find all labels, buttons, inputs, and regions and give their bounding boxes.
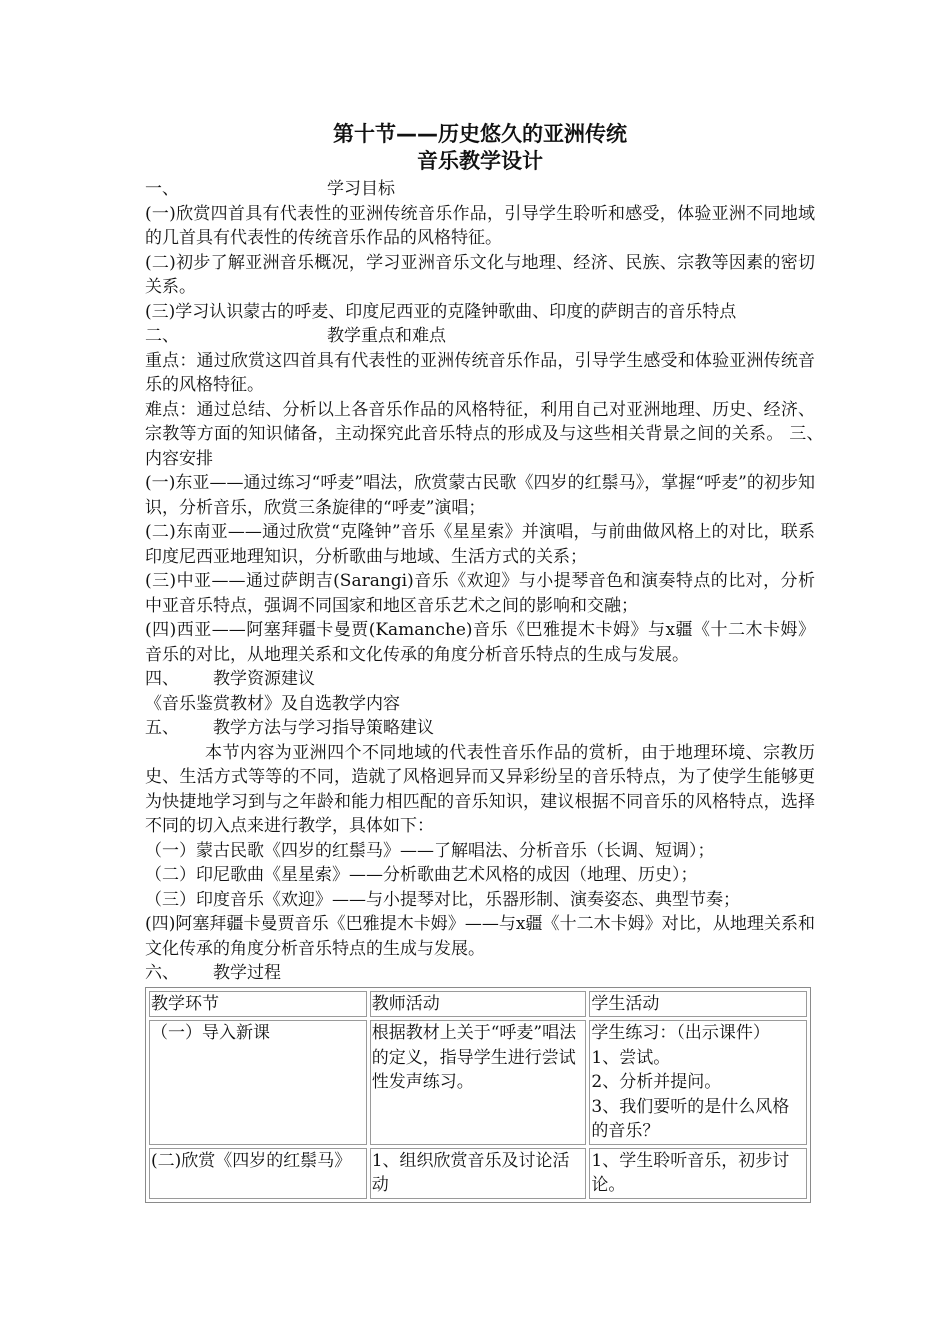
- student-cell: 1、学生聆听音乐，初步讨论。: [589, 1148, 807, 1199]
- section-number: 六、: [145, 963, 179, 983]
- section-1-heading: [145, 177, 815, 202]
- header-cell: 教学环节: [149, 991, 367, 1018]
- section-number: 四、: [145, 669, 179, 689]
- content-item: (一)东亚——通过练习“呼麦”唱法，欣赏蒙古民歌《四岁的红鬃马》，掌握“呼麦”的初步知识，分析音乐，欣赏三条旋律的“呼麦”演唱；: [145, 473, 815, 518]
- method-item: （一）蒙古民歌《四岁的红鬃马》——了解唱法、分析音乐（长调、短调）；: [145, 840, 715, 861]
- section-title: 教学方法与学习指导策略建议: [213, 718, 434, 738]
- section-4-heading: [145, 667, 815, 692]
- student-line: 3、我们要听的是什么风格的音乐？: [591, 1096, 790, 1141]
- section-3-heading: 三、 内容安排: [145, 424, 850, 469]
- objective-item: (三)学习认识蒙古的呼麦、印度尼西亚的克隆钟歌曲、印度的萨朗吉的音乐特点: [145, 301, 737, 322]
- difficult-point: 难点：通过总结、分析以上各音乐作品的风格特征，利用自己对亚洲地理、历史、经济、宗教等方面的知识储备，主动探究此音乐特点的形成及与这些相关背景之间的关系。 三、 内容安排: [145, 399, 850, 469]
- resource-text: 《音乐鉴赏教材》及自选教学内容: [145, 693, 400, 714]
- content-item: (二)东南亚——通过欣赏“克隆钟”音乐《星星索》并演唱，与前曲做风格上的对比，联系印度尼西亚地理知识，分析歌曲与地域、生活方式的关系；: [145, 522, 815, 567]
- content-item: (四)西亚——阿塞拜疆卡曼贾(Kamanche)音乐《巴雅提木卡姆》与x疆《十二木卡姆》音乐的对比，从地理关系和文化传承的角度分析音乐特点的生成与发展。: [145, 620, 815, 665]
- section-title: 教学过程: [213, 963, 281, 983]
- method-item: （三）印度音乐《欢迎》——与小提琴对比，乐器形制、演奏姿态、典型节奏；: [145, 889, 740, 910]
- student-line: 1、尝试。: [591, 1047, 671, 1068]
- section-title: 教学资源建议: [213, 669, 315, 689]
- student-cell: [589, 1020, 807, 1145]
- title-line-1: 第十节——历史悠久的亚洲传统: [333, 122, 627, 146]
- section-number: 二、: [145, 326, 179, 346]
- method-item: (四)阿塞拜疆卡曼贾音乐《巴雅提木卡姆》——与x疆《十二木卡姆》对比，从地理关系和文化传承的角度分析音乐特点的生成与发展。: [145, 914, 815, 959]
- table-header-row: [149, 991, 807, 1018]
- student-line: 2、分析并提问。: [591, 1072, 722, 1092]
- stage-cell: （一）导入新课: [149, 1020, 367, 1145]
- content-item: (三)中亚——通过萨朗吉(Sarangi)音乐《欢迎》与小提琴音色和演奏特点的比对，分析中亚音乐特点，强调不同国家和地区音乐艺术之间的影响和交融；: [145, 571, 815, 616]
- section-number: 五、: [145, 718, 179, 738]
- table-row: [149, 1020, 807, 1145]
- key-point: 重点：通过欣赏这四首具有代表性的亚洲传统音乐作品，引导学生感受和体验亚洲传统音乐的风格特征。: [145, 350, 815, 395]
- section-5-heading: [145, 716, 815, 741]
- section-6-heading: [145, 961, 815, 986]
- method-paragraph: 本节内容为亚洲四个不同地域的代表性音乐作品的赏析，由于地理环境、宗教历史、生活方式等等的不同，造就了风格迥异而又异彩纷呈的音乐特点，为了使学生能够更为快捷地学习到与之年龄和能力相匹配的音乐知识，建议根据不同音乐的风格特点，选择不同的切入点来进行教学，具体如下：: [145, 742, 815, 836]
- stage-cell: (二)欣赏《四岁的红鬃马》: [149, 1148, 367, 1199]
- document-body: [145, 121, 850, 1203]
- section-number: 一、: [145, 179, 179, 199]
- student-line: 学生练习：（出示课件）: [591, 1023, 770, 1043]
- section-title: 学习目标: [327, 179, 395, 199]
- title-line-2: 音乐教学设计: [417, 149, 543, 173]
- section-title: 教学重点和难点: [327, 326, 446, 346]
- header-cell: 教师活动: [370, 991, 587, 1018]
- teacher-cell: 根据教材上关于“呼麦”唱法的定义，指导学生进行尝试性发声练习。: [370, 1020, 587, 1145]
- objective-item: (一)欣赏四首具有代表性的亚洲传统音乐作品，引导学生聆听和感受，体验亚洲不同地域的几首具有代表性的传统音乐作品的风格特征。: [145, 203, 815, 248]
- method-item: （二）印尼歌曲《星星索》——分析歌曲艺术风格的成因（地理、历史）；: [145, 865, 698, 885]
- header-cell: 学生活动: [589, 991, 807, 1018]
- objective-item: (二)初步了解亚洲音乐概况，学习亚洲音乐文化与地理、经济、民族、宗教等因素的密切关系。: [145, 252, 815, 297]
- table-row: [149, 1148, 807, 1199]
- section-2-heading: [145, 324, 815, 349]
- teacher-cell: 1、组织欣赏音乐及讨论活动: [370, 1148, 587, 1199]
- teaching-process-table: [145, 987, 811, 1203]
